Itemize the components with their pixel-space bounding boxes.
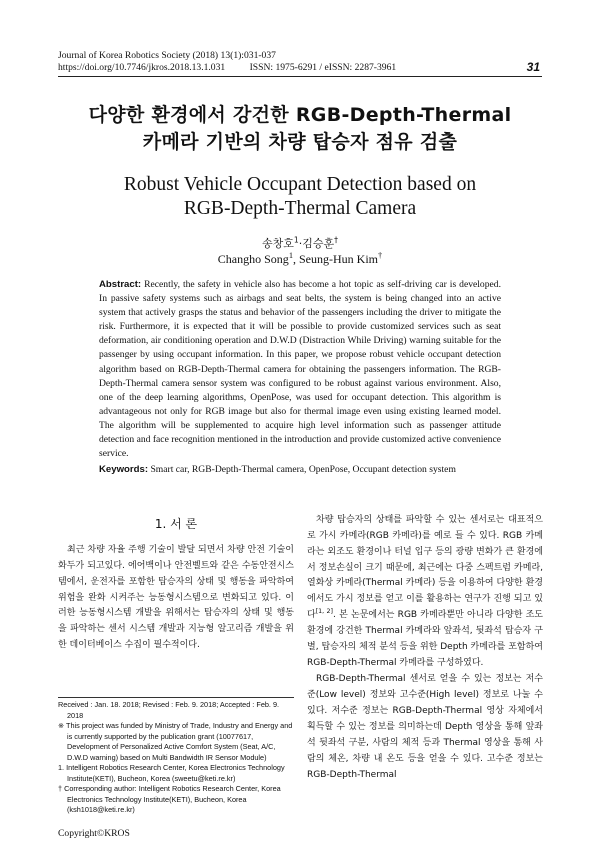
author-korean-2: 김승훈: [302, 237, 335, 250]
footnote-received: Received : Jan. 18. 2018; Revised : Feb. 9. 2018; Accepted : Feb. 9. 2018: [58, 700, 280, 720]
section-heading-introduction: 1. 서 론: [154, 517, 198, 531]
page-number: 31: [526, 60, 540, 74]
korean-title-line-2: 카메라 기반의 차량 탑승자 점유 검출: [142, 131, 458, 153]
author-english-2: Seung-Hun Kim: [299, 252, 378, 266]
abstract-text: Recently, the safety in vehicle also has become a hot topic as self-driving car is developed. In passive safety systems such as airbags and seat belts, the system is being changed into an active system that actively grasps the status and behavior of the passengers including the driver to mitigate the risk. Furthermore, it is expected that it will be possible to provide customized services such as seat deformation, air conditioning operation and D.W.D (Distraction While Driving) warning suitable for the passenger by using occupant information. In this paper, we propose robust vehicle occupant detection algorithm based on RGB-Depth-Thermal camera for obtaining the passengers information. The RGB-Depth-Thermal camera sensor system was configured to be robust against various environment. Also, one of the deep learning algorithms, OpenPose, was used for occupant detection. This algorithm is advantageous not only for RGB image but also for thermal image even using existing learned model. The algorithm will be supplemented to acquire high level information such as passenger attitude detection and face recognition mentioned in the introduction and provide customized active convenience service.: [99, 279, 501, 460]
author-english-1: Changho Song: [217, 252, 289, 266]
author-korean-1: 송창호: [261, 237, 294, 250]
affil-mark-1-en: 1: [288, 251, 293, 260]
footnotes: [58, 700, 294, 816]
affil-mark-1: 1: [293, 235, 299, 245]
abstract: [99, 278, 501, 461]
footnote-funding: ※ This project was funded by Ministry of Trade, Industry and Energy and is currently supported by the publication grant (10077617, Development of Personalized Active Comfort System (Seat, A/C, D.W.D warning) based on Multi Bandwidth IR Sensor Module): [58, 721, 293, 762]
intro-left-paragraph: 최근 차량 자율 주행 기술이 발달 되면서 차량 안전 기술이 화두가 되고있다. 에어백이나 안전벨트와 같은 수동안전시스템에서, 운전자를 포함한 탑승자의 상태 및 행동을 파악하여 위험을 완화 시켜주는 능동형시스템으로 변화되고 있다. 이러한 능동형시스템 개발을 위해서는 탑승자의 상태 및 행동을 파악하는 센서 시스템 개발과 지능형 알고리즘 개발을 위한 데이터베이스 수집이 필수적이다.: [58, 545, 294, 651]
intro-right-column: [307, 513, 543, 783]
korean-title-line-1: 다양한 환경에서 강건한 RGB-Depth-Thermal: [88, 104, 512, 126]
author-separator: ·: [298, 237, 303, 250]
keywords-label: Keywords:: [99, 464, 149, 475]
author-separator-en: ,: [293, 252, 299, 266]
footnote-affiliation-1: 1. Intelligent Robotics Research Center, Korea Electronics Technology Institute(KETI), Bucheon, Korea (sweetu@keti.re.kr): [58, 763, 285, 783]
keywords-text: Smart car, RGB-Depth-Thermal camera, OpenPose, Occupant detection system: [150, 464, 456, 475]
english-title-line-1: Robust Vehicle Occupant Detection based on: [123, 174, 477, 195]
journal-citation: Journal of Korea Robotics Society (2018) 13(1):031-037: [58, 50, 276, 61]
doi-issn-line: [58, 62, 396, 74]
korean-authors: [60, 235, 540, 251]
header-rule: [58, 76, 542, 77]
issn: ISSN: 1975-6291 / eISSN: 2287-3961: [249, 62, 397, 73]
copyright: Copyright©KROS: [58, 828, 130, 839]
intro-right-paragraph-2: RGB-Depth-Thermal 센서로 얻을 수 있는 정보는 저수준(Low level) 정보와 고수준(High level) 정보로 나눌 수 있다. 저수준 정보는 RGB-Depth-Thermal 영상 자체에서 획득할 수 있는 정보를 의미하는데 Depth 영상을 통해 앞좌석 뒷좌석 구분, 사람의 체적 등과 Thermal 영상을 통해 사람의 체온, 차량 내 온도 등을 얻을 수 있다. 고수준 정보는 RGB-Depth-Thermal: [307, 674, 543, 780]
english-title-line-2: RGB-Depth-Thermal Camera: [183, 198, 417, 219]
footnote-corresponding: † Corresponding author: Intelligent Robotics Research Center, Korea Electronics Technology Institute(KETI), Bucheon, Korea (ksh1018@keti.re.kr): [58, 784, 281, 814]
corresponding-mark-en: †: [378, 251, 383, 260]
citation-ref: [1, 2]: [315, 608, 333, 616]
footnote-rule: [58, 697, 294, 698]
abstract-label: Abstract:: [99, 279, 142, 290]
intro-right-paragraph-1: 차량 탑승자의 상태를 파악할 수 있는 센서로는 대표적으로 가시 카메라(RGB 카메라)를 예로 들 수 있다. RGB 카메라는 외조도 환경이나 터널 입구 등의 광량 변화가 큰 환경에서 정보손실이 크기 때문에, 최근에는 다중 스펙트럼 카메라, 열화상 카메라(Thermal 카메라) 등을 이용하여 다양한 환경에서도 가시 정보를 얻고 이를 활용하는 연구가 진행 되고 있다[1, 2]. 본 논문에서는 RGB 카메라뿐만 아니라 다양한 조도 환경에 강건한 Thermal 카메라와 앞좌석, 뒷좌석 탑승자 구별, 탑승자의 체적 분석 등을 위한 Depth 카메라를 포함하여 RGB-Depth-Thermal 카메라를 구성하였다.: [307, 515, 543, 668]
doi-link[interactable]: https://doi.org/10.7746/jkros.2018.13.1.031: [58, 62, 226, 73]
english-authors: [60, 252, 540, 267]
corresponding-mark: †: [334, 235, 339, 245]
keywords: [99, 464, 509, 475]
